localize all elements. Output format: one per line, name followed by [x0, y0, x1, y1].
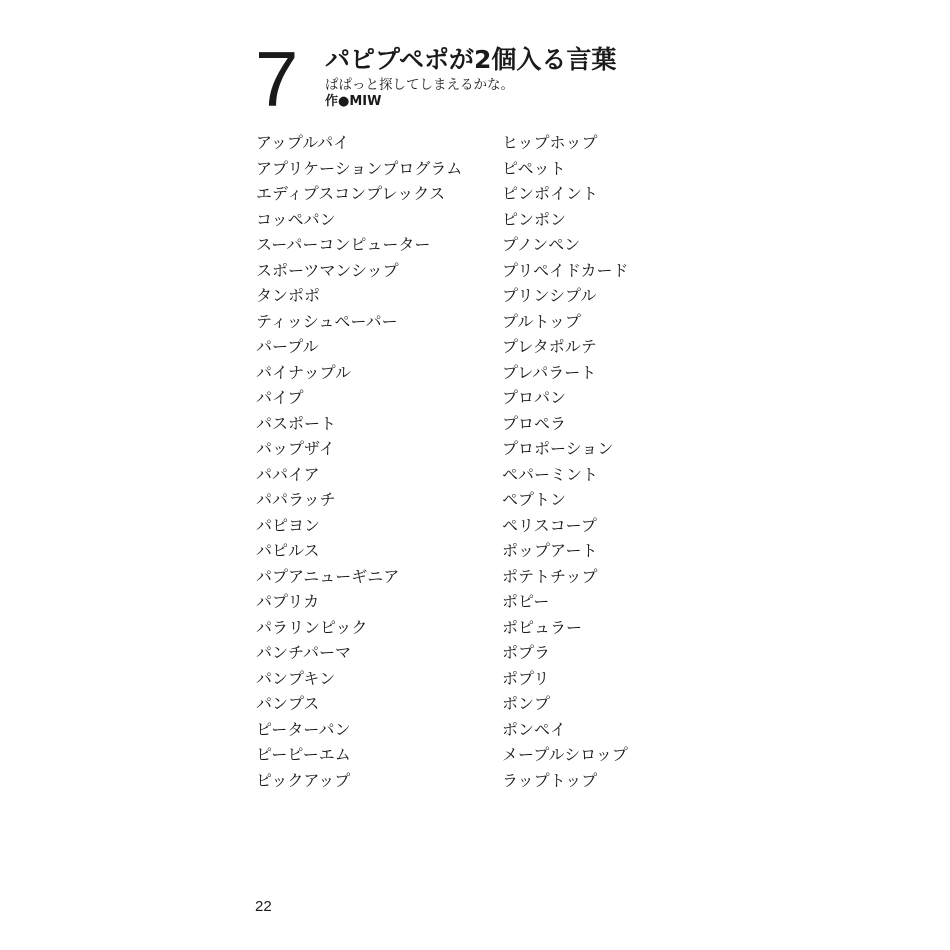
puzzle-subtitle: ぱぱっと探してしまえるかな。: [325, 77, 514, 93]
word-item: ラップトップ: [502, 770, 598, 790]
word-item: ポンプ: [502, 694, 551, 713]
word-item: スーパーコンピューター: [256, 235, 431, 254]
puzzle-author: 作●MIW: [325, 94, 382, 109]
word-item: パパイア: [256, 464, 320, 484]
word-item: パラリンピック: [256, 617, 368, 637]
word-item: プレパラート: [502, 362, 597, 382]
word-item: パプリカ: [256, 592, 320, 611]
word-item: エディプスコンプレックス: [256, 184, 446, 203]
word-item: プロポーション: [502, 439, 614, 458]
word-item: ピンポン: [502, 209, 567, 229]
puzzle-title: パピプペポが2個入る言葉: [325, 45, 617, 74]
word-item: コッペパン: [256, 209, 336, 229]
word-item: タンポポ: [256, 286, 321, 305]
word-item: ポプリ: [502, 668, 550, 688]
word-item: プロパン: [502, 388, 567, 407]
word-item: プリペイドカード: [502, 260, 629, 280]
word-item: プノンペン: [502, 235, 581, 254]
word-item: パスポート: [256, 413, 337, 433]
word-item: ポプラ: [502, 643, 551, 662]
word-item: ヒップホップ: [502, 133, 598, 152]
word-item: メープルシロップ: [502, 745, 628, 764]
word-item: パイナップル: [256, 362, 352, 382]
word-item: プロペラ: [502, 413, 567, 433]
word-list-left: [256, 130, 462, 793]
word-item: パップザイ: [256, 439, 335, 458]
word-item: プレタポルテ: [502, 337, 597, 356]
word-item: パパラッチ: [256, 490, 336, 509]
word-item: アップルパイ: [256, 133, 350, 152]
word-item: ポピュラー: [502, 617, 583, 637]
word-item: パピヨン: [256, 515, 321, 535]
word-item: プルトップ: [502, 311, 581, 331]
word-item: パンプス: [256, 694, 320, 713]
word-item: ポップアート: [502, 541, 598, 560]
word-item: ピペット: [502, 158, 566, 178]
word-item: パンプキン: [256, 668, 336, 688]
word-item: ティッシュペーパー: [256, 311, 398, 331]
word-item: スポーツマンシップ: [256, 260, 399, 280]
word-item: ピーピーエム: [256, 745, 351, 764]
word-item: ペパーミント: [502, 464, 599, 484]
word-item: ポテトチップ: [502, 566, 598, 586]
page-number: 22: [255, 898, 272, 915]
puzzle-number: 7: [255, 35, 299, 123]
word-item: ペリスコープ: [502, 515, 597, 535]
word-item: パピルス: [256, 541, 320, 560]
word-item: ポンペイ: [502, 719, 567, 739]
word-item: ピックアップ: [256, 770, 351, 790]
word-item: ペプトン: [502, 490, 567, 509]
word-item: ピーターパン: [256, 719, 351, 739]
word-item: パープル: [256, 337, 319, 356]
word-item: アプリケーションプログラム: [256, 158, 463, 178]
word-item: パプアニューギニア: [256, 566, 400, 586]
word-list-right: [502, 130, 629, 793]
word-item: ピンポイント: [502, 184, 599, 203]
word-item: パンチパーマ: [256, 643, 352, 662]
word-item: パイプ: [256, 388, 304, 407]
word-item: ポピー: [502, 592, 550, 611]
word-item: プリンシプル: [502, 286, 597, 305]
